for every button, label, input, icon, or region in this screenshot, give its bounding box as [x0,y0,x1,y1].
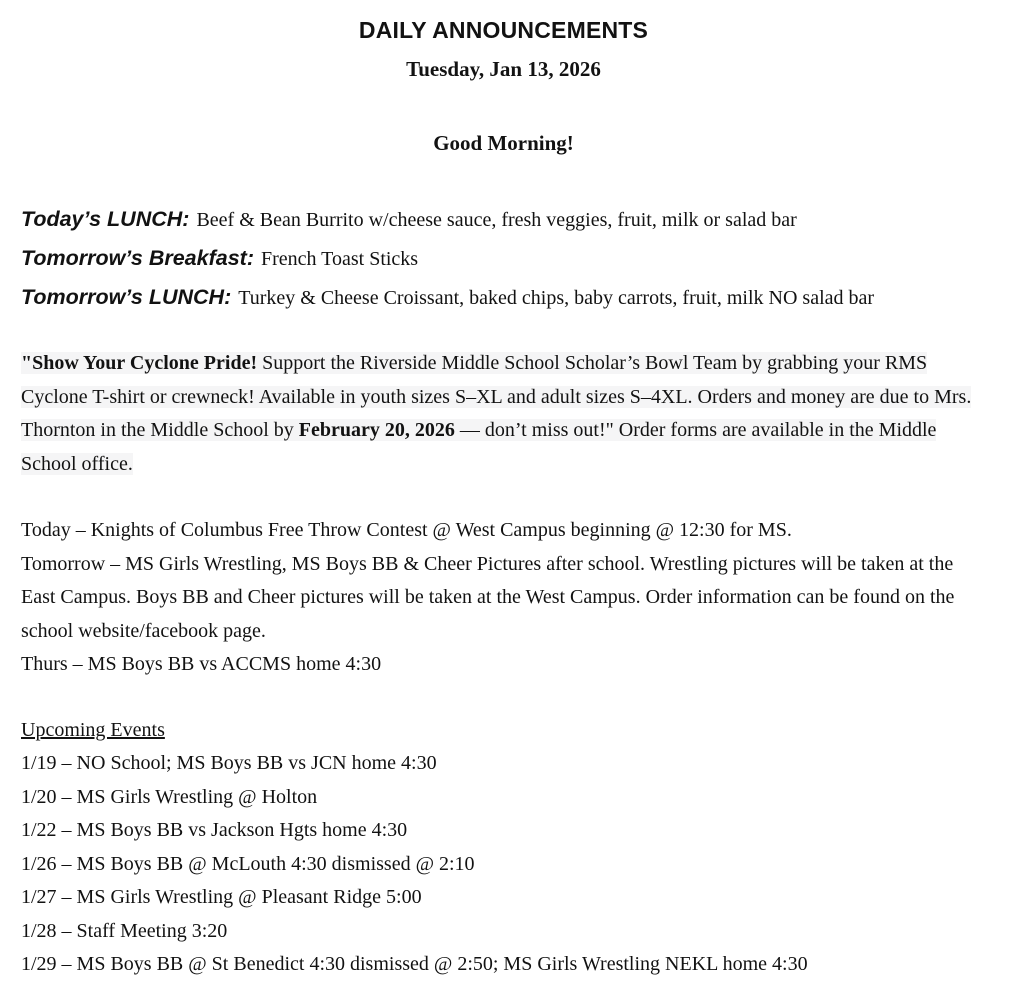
event-item: 1/29 – MS Boys BB @ St Benedict 4:30 dismissed @ 2:50; MS Girls Wrestling NEKL home 4:30 [21,953,808,975]
event-item: 1/27 – MS Girls Wrestling @ Pleasant Ridge 5:00 [21,886,422,908]
todays-lunch-text: Beef & Bean Burrito w/cheese sauce, fresh veggies, fruit, milk or salad bar [196,209,797,231]
thursday-event-line: Thurs – MS Boys BB vs ACCMS home 4:30 [21,653,382,675]
tomorrows-breakfast-text: French Toast Sticks [260,248,419,270]
this-week-section [21,514,986,682]
announcement-deadline-date: February 20, 2026 [298,419,455,441]
event-item: 1/28 – Staff Meeting 3:20 [21,919,228,942]
todays-lunch-label: Today’s LUNCH: [21,207,190,231]
document-date: Tuesday, Jan 13, 2026 [406,57,601,81]
tomorrows-lunch-line [21,278,986,317]
tomorrows-breakfast-line [21,239,986,278]
announcement-bold-intro: "Show Your Cyclone Pride! [21,352,258,374]
meal-section [21,200,986,317]
cyclone-pride-announcement [21,347,986,481]
announcement-body-1: Support the Riverside Middle School Scholar’s Bowl Team by grabbing your RMS Cyclone T-shirt or crewneck! Available in youth sizes S–XL and adult sizes S–4XL. Orders and money are due to Mrs. Thornton in the Middle School by [21,352,972,441]
event-item: 1/19 – NO School; MS Boys BB vs JCN home 4:30 [21,752,437,774]
tomorrow-event-line: Tomorrow – MS Girls Wrestling, MS Boys BB & Cheer Pictures after school. Wrestling pictures will be taken at the East Campus. Boys BB and Cheer pictures will be taken at the West Campus. Order information can be found on the school website/facebook page. [21,552,955,642]
tomorrows-lunch-text: Turkey & Cheese Croissant, baked chips, baby carrots, fruit, milk NO salad bar [238,287,875,309]
event-item: 1/22 – MS Boys BB vs Jackson Hgts home 4:30 [21,819,408,841]
tomorrows-lunch-label: Tomorrow’s LUNCH: [21,285,232,309]
greeting-text: Good Morning! [433,131,574,155]
todays-lunch-line [21,200,986,239]
page-title: DAILY ANNOUNCEMENTS [358,17,649,43]
announcement-body-2: — don’t miss out!" Order forms are available in the Middle School office. [21,419,937,475]
today-event-line: Today – Knights of Columbus Free Throw Contest @ West Campus beginning @ 12:30 for MS. [21,519,792,541]
upcoming-events-section [21,714,986,982]
highlighted-announcement-text [21,352,971,475]
upcoming-events-heading: Upcoming Events [21,718,165,741]
event-item: 1/26 – MS Boys BB @ McLouth 4:30 dismissed @ 2:10 [21,852,475,875]
event-item: 1/20 – MS Girls Wrestling @ Holton [21,785,318,808]
tomorrows-breakfast-label: Tomorrow’s Breakfast: [21,246,254,270]
